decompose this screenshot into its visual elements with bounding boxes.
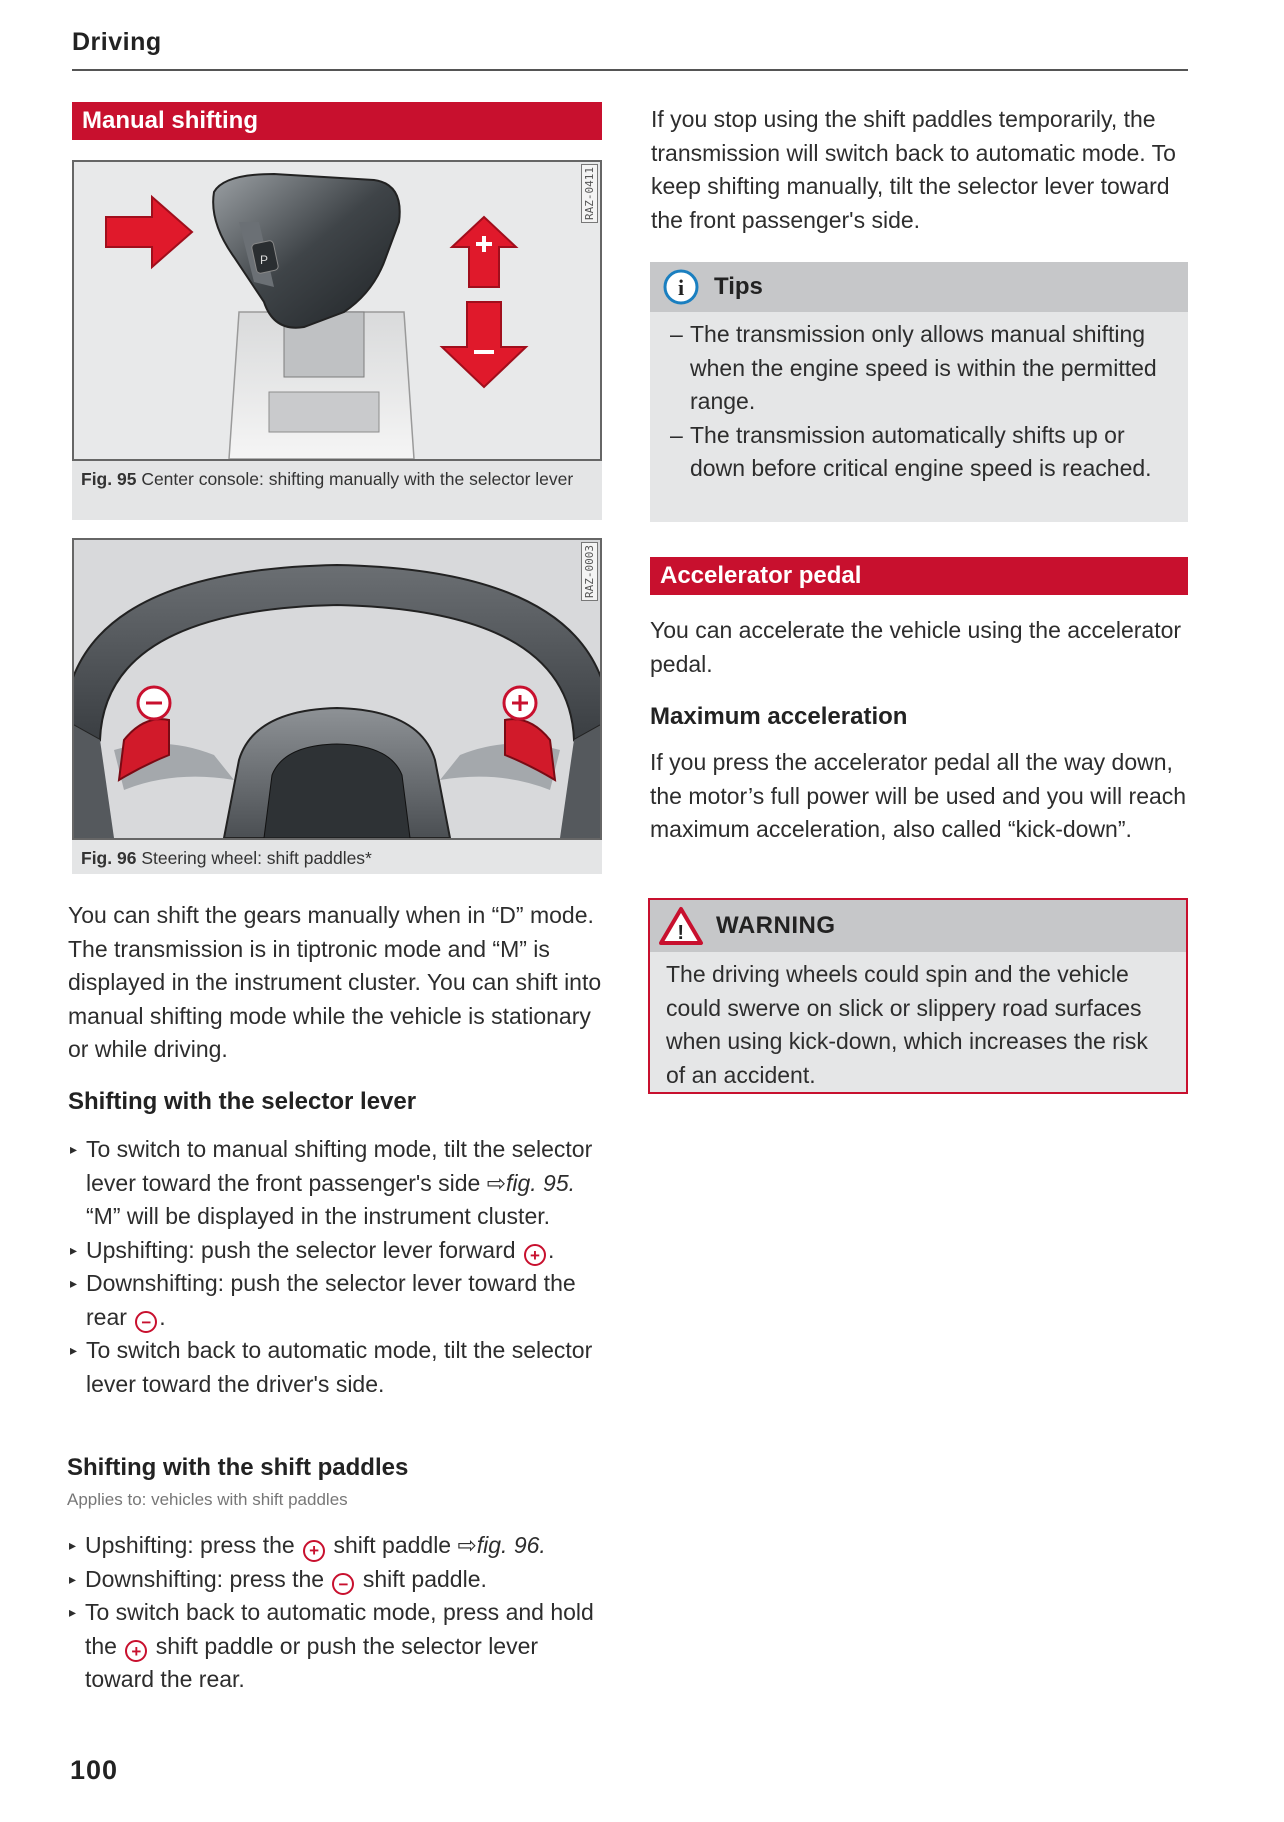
- header-divider: [72, 69, 1188, 71]
- shift-paddle-steps: [67, 1529, 597, 1697]
- plus-icon: +: [125, 1640, 147, 1662]
- section-title-accelerator-pedal: Accelerator pedal: [650, 557, 1188, 595]
- figure-96-link[interactable]: ⇨fig. 96.: [457, 1532, 546, 1558]
- paddles-temporary-note: If you stop using the shift paddles temporarily, the transmission will switch back to automatic mode. To keep shifting manually, tilt the selector lever toward the front passenger's side.: [651, 106, 1176, 233]
- figure-95-image: [72, 160, 602, 461]
- figure-95-label: Fig. 95: [81, 469, 137, 489]
- bullet-arrow-icon: ▸: [69, 1604, 77, 1620]
- tips-header: [650, 262, 1188, 312]
- warning-header: [650, 900, 1186, 952]
- list-item: – The transmission automatically shifts up or down before critical engine speed is reached.: [670, 421, 1152, 481]
- maximum-acceleration-heading: Maximum acceleration: [650, 703, 908, 730]
- list-item: ▸ Downshifting: press the − shift paddle.: [67, 1563, 597, 1597]
- warning-box: [648, 898, 1188, 1094]
- bullet-arrow-icon: ▸: [70, 1275, 78, 1291]
- page-number: 100: [70, 1755, 119, 1785]
- warning-text: The driving wheels could spin and the vehicle could swerve on slick or slippery road surfaces when using kick-down, which increases the risk of an accident.: [666, 961, 1148, 1088]
- park-button-label: P: [260, 253, 269, 267]
- list-item: ▸ To switch back to automatic mode, press and hold the + shift paddle or push the selector lever toward the rear.: [67, 1596, 597, 1697]
- list-item: ▸ Downshifting: push the selector lever toward the rear − .: [68, 1267, 598, 1334]
- shift-paddles-heading: Shifting with the shift paddles: [67, 1454, 409, 1481]
- accelerator-intro: You can accelerate the vehicle using the accelerator pedal.: [650, 617, 1182, 677]
- bullet-arrow-icon: ▸: [69, 1570, 77, 1587]
- figure-95-caption-text: Center console: shifting manually with the selector lever: [141, 469, 574, 489]
- minus-icon: −: [332, 1573, 354, 1595]
- list-item: ▸ Upshifting: push the selector lever forward + .: [68, 1234, 598, 1268]
- bullet-arrow-icon: ▸: [69, 1537, 77, 1553]
- tips-list: [650, 312, 1188, 492]
- tips-box: [650, 262, 1188, 522]
- figure-code: RAZ-0411: [581, 164, 598, 223]
- info-icon: [662, 268, 700, 306]
- bullet-arrow-icon: ▸: [70, 1141, 78, 1157]
- figure-96-caption: [72, 840, 602, 874]
- list-item: ▸ Upshifting: press the + shift paddle ⇨fig. 96.: [67, 1529, 597, 1563]
- warning-title: WARNING: [716, 912, 836, 939]
- section-title-manual-shifting: Manual shifting: [72, 102, 602, 140]
- applies-to-note: Applies to: vehicles with shift paddles: [67, 1490, 348, 1509]
- figure-95-caption: [72, 461, 602, 520]
- maximum-acceleration-text: If you press the accelerator pedal all the way down, the motor’s full power will be used and you will reach maximum acceleration, also called “kick-down”.: [650, 749, 1187, 842]
- selector-lever-illustration: [74, 162, 600, 459]
- figure-95-link[interactable]: ⇨fig. 95.: [486, 1169, 576, 1196]
- list-item: ▸ To switch to manual shifting mode, tilt the selector lever toward the front passenger's side ⇨fig. 95. “M” will be displayed in the instrument cluster.: [68, 1133, 598, 1234]
- selector-lever-heading: Shifting with the selector lever: [68, 1088, 417, 1115]
- list-item: ▸ To switch back to automatic mode, tilt the selector lever toward the driver's side.: [68, 1334, 598, 1401]
- tips-title: Tips: [714, 273, 763, 300]
- bullet-arrow-icon: ▸: [70, 1342, 78, 1358]
- list-item: – The transmission only allows manual shifting when the engine speed is within the permitted range.: [670, 321, 1157, 414]
- figure-96-image: [72, 538, 602, 840]
- warning-triangle-icon: [658, 906, 704, 946]
- steering-wheel-illustration: [74, 540, 600, 838]
- minus-icon: −: [135, 1311, 157, 1333]
- selector-lever-steps: [68, 1133, 598, 1401]
- figure-96-label: Fig. 96: [81, 848, 137, 868]
- plus-icon: +: [303, 1540, 325, 1562]
- bullet-arrow-icon: ▸: [70, 1241, 78, 1258]
- figure-96-caption-text: Steering wheel: shift paddles*: [141, 848, 372, 868]
- svg-text:i: i: [677, 275, 685, 300]
- plus-icon: +: [524, 1244, 546, 1266]
- figure-code: RAZ-0003: [581, 542, 598, 601]
- chapter-title: Driving: [72, 28, 162, 56]
- svg-text:!: !: [677, 922, 685, 944]
- manual-shifting-intro: You can shift the gears manually when in “D” mode. The transmission is in tiptronic mode and “M” is displayed in the instrument cluster. You can shift into manual shifting mode while the vehicle is stationary or while driving.: [68, 902, 602, 1062]
